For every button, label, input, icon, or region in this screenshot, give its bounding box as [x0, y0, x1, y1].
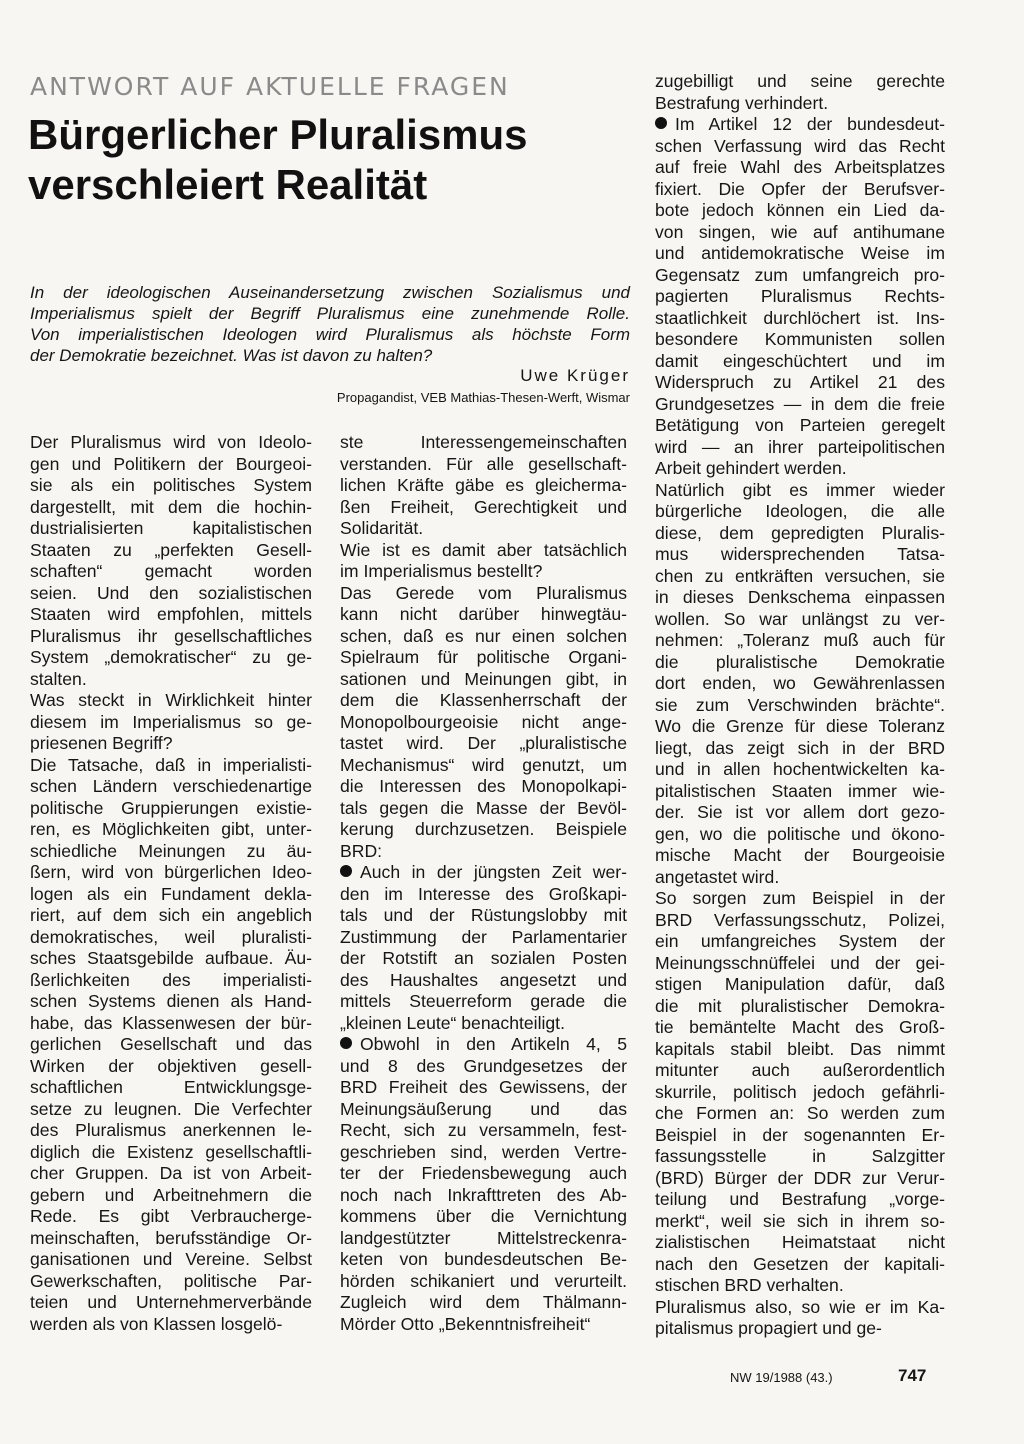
text-line: schiedliche Meinungen zu äu-: [30, 840, 312, 861]
text-line: pitalismus propagiert und ge-: [655, 1318, 882, 1338]
text-line: kommens über die Vernichtung: [340, 1206, 627, 1226]
text-line: den im Interesse des Großkapi-: [340, 883, 627, 904]
text-line: „kleinen Leute“ benachteiligt.: [340, 1012, 565, 1033]
text-line: dargestellt, mit dem die hochin-: [30, 496, 312, 517]
text-line: Wo die Grenze für diese Toleranz: [655, 716, 945, 736]
text-line: der Rotstift an sozialen Posten: [340, 948, 627, 968]
text-line: demokratisches, weil pluralisti-: [30, 926, 312, 947]
text-line: und in allen hochentwickelten ka-: [655, 759, 945, 779]
text-line: noch nach Inkrafttreten des Ab-: [340, 1184, 627, 1205]
text-line: setze zu leugnen. Die Verfechter: [30, 1098, 312, 1119]
text-line: staatlichkeit durchlöchert ist. Ins-: [655, 307, 945, 328]
article-headline: [28, 110, 628, 210]
text-line: im Imperialismus bestellt?: [340, 561, 543, 581]
author-name: Uwe Krüger: [520, 366, 630, 385]
text-line: ter der Friedensbewegung auch: [340, 1163, 627, 1183]
bullet-icon: [340, 1037, 352, 1049]
text-line: Gegensatz zum umfangreich pro-: [655, 264, 945, 285]
lead-line: Von imperialistischen Ideologen wird Pluralismus als höchste Form: [30, 325, 630, 344]
text-line: Recht, sich zu versammeln, fest-: [340, 1120, 627, 1140]
text-line: Meinungsschnüffelei und der gei-: [655, 952, 945, 973]
bullet-text: Im Artikel 12 der bundesdeut-: [675, 114, 945, 134]
text-line: schen Ländern verschiedenartige: [30, 776, 312, 796]
text-line: des Pluralismus anerkennen le-: [30, 1120, 312, 1140]
text-line: angetastet wird.: [655, 866, 780, 887]
text-line: stigen Manipulation dafür, daß: [655, 974, 945, 994]
text-line: Zustimmung der Parlamentarier: [340, 926, 627, 947]
text-line: diglich die Existenz gesellschaftli-: [30, 1141, 312, 1162]
text-line: keten von bundesdeutschen Be-: [340, 1249, 627, 1269]
text-line: BRD Freiheit des Gewissens, der: [340, 1077, 627, 1097]
text-line: die mit pluralistischer Demokra-: [655, 995, 945, 1016]
text-line: Betätigung von Parteien geregelt: [655, 415, 945, 435]
text-line: ßern, wird von bürgerlichen Ideo-: [30, 862, 312, 882]
text-line: dort enden, wo Gewährenlassen: [655, 673, 945, 693]
text-line: fassungsstelle in Salzgitter: [655, 1146, 945, 1166]
text-line: bote jedoch können ein Lied da-: [655, 200, 945, 220]
text-line: politische Gruppierungen existie-: [30, 797, 312, 818]
text-line: [340, 1034, 627, 1056]
text-line: lichen Kräfte gäbe es gleicherma-: [340, 475, 627, 495]
text-line: Die Tatsache, daß in imperialisti-: [30, 754, 312, 775]
text-line: ßen Freiheit, Gerechtigkeit und: [340, 496, 627, 517]
text-line: gen, wo die politische und ökono-: [655, 823, 945, 844]
text-line: die pluralistische Demokratie: [655, 651, 945, 672]
page-number: 747: [898, 1366, 927, 1385]
text-line: zugebilligt und seine gerechte: [655, 71, 945, 91]
text-line: Das Gerede vom Pluralismus: [340, 582, 627, 603]
text-line: Beispiel in der sogenannten Er-: [655, 1124, 945, 1145]
issue-label: NW 19/1988 (43.): [730, 1370, 833, 1385]
text-line: der. Sie ist vor allem dort gezo-: [655, 802, 945, 822]
text-line: Meinungsäußerung und das: [340, 1098, 627, 1119]
text-line: auf freie Wahl des Arbeitsplatzes: [655, 157, 945, 177]
text-line: Pluralismus ihr gesellschaftliches: [30, 625, 312, 646]
text-line: gebern und Arbeitnehmern die: [30, 1184, 312, 1205]
text-line: Monopolbourgeoisie nicht ange-: [340, 711, 627, 732]
bullet-text: Auch in der jüngsten Zeit wer-: [360, 862, 627, 882]
text-line: Spielraum für politische Organi-: [340, 647, 627, 667]
text-line: landgestützter Mittelstreckenra-: [340, 1227, 627, 1248]
text-line: Rede. Es gibt Verbraucherge-: [30, 1206, 312, 1226]
text-line: ganisationen und Vereine. Selbst: [30, 1249, 312, 1269]
text-line: zialistischen Heimatstaat nicht: [655, 1232, 945, 1252]
text-line: riert, auf dem sich ein angeblich: [30, 905, 312, 925]
text-line: des Haushaltes angesetzt und: [340, 969, 627, 990]
text-line: verstanden. Für alle gesellschaft-: [340, 453, 627, 474]
text-line: seien. Und den sozialistischen: [30, 582, 312, 603]
bullet-icon: [655, 117, 667, 129]
text-line: meinschaften, berufsständige Or-: [30, 1227, 312, 1248]
text-line: dem die Klassenherrschaft der: [340, 690, 627, 710]
text-line: So sorgen zum Beispiel in der: [655, 888, 945, 908]
text-line: mische Macht der Bourgeoisie: [655, 845, 945, 865]
text-line: habe, das Klassenwesen der bür-: [30, 1012, 312, 1033]
author-role: Propagandist, VEB Mathias-Thesen-Werft, Wismar: [336, 390, 630, 405]
text-line: und antidemokratische Weise im: [655, 243, 945, 263]
text-line: pagierten Pluralismus Rechts-: [655, 286, 945, 306]
bullet-icon: [340, 865, 352, 877]
text-line: Arbeit gehindert werden.: [655, 458, 847, 478]
text-line: mittels Steuerreform gerade die: [340, 991, 627, 1011]
text-line: cher Gruppen. Da ist von Arbeit-: [30, 1163, 312, 1183]
article-lead: [30, 282, 630, 366]
text-line: merkt“, weil sie sich in ihrem so-: [655, 1210, 945, 1231]
bullet-text: Obwohl in den Artikeln 4, 5: [360, 1034, 627, 1054]
text-line: Was steckt in Wirklichkeit hinter: [30, 690, 312, 710]
text-column-2: [340, 432, 627, 1335]
text-line: sie als ein politisches System: [30, 475, 312, 495]
text-line: sches Staatsgebilde aufbaue. Äu-: [30, 948, 312, 968]
headline-line-2: verschleiert Realität: [28, 161, 428, 208]
text-line: gerlichen Gesellschaft und das: [30, 1034, 312, 1054]
text-line: bürgerliche Ideologen, die alle: [655, 501, 945, 521]
text-line: tals gegen die Masse der Bevöl-: [340, 797, 627, 818]
text-line: chen zu entkräften versuchen, sie: [655, 565, 945, 586]
text-line: stalten.: [30, 668, 87, 689]
text-line: [655, 114, 945, 136]
text-line: wollen. So war unlängst zu ver-: [655, 608, 945, 629]
text-line: damit eingeschüchtert und im: [655, 350, 945, 371]
text-line: tastet wird. Der „pluralistische: [340, 733, 627, 753]
text-line: Gewerkschaften, politische Par-: [30, 1270, 312, 1291]
text-line: kerung durchzusetzen. Beispiele: [340, 819, 627, 839]
text-line: schen, daß es nur einen solchen: [340, 625, 627, 646]
text-line: hörden schikaniert und verurteilt.: [340, 1270, 627, 1291]
text-column-3: [655, 71, 945, 1340]
text-line: die Interessen des Monopolkapi-: [340, 776, 627, 796]
text-line: sie zum Verschwinden brächte“.: [655, 694, 945, 715]
text-line: fixiert. Die Opfer der Berufsver-: [655, 178, 945, 199]
text-column-1: [30, 432, 312, 1335]
text-line: in dieses Denkschema einpassen: [655, 587, 945, 607]
text-line: Bestrafung verhindert.: [655, 92, 829, 113]
text-line: Pluralismus also, so wie er im Ka-: [655, 1296, 945, 1317]
text-line: werden als von Klassen losgelö-: [30, 1313, 283, 1334]
text-line: ste Interessengemeinschaften: [340, 432, 627, 452]
text-line: tie bemäntelte Macht des Groß-: [655, 1017, 945, 1037]
text-line: ßerlichkeiten des imperialisti-: [30, 969, 312, 990]
text-line: kapitals stabil bleibt. Das nimmt: [655, 1038, 945, 1059]
text-line: pitalistischen Staaten immer wie-: [655, 780, 945, 801]
text-line: teien und Unternehmerverbände: [30, 1292, 312, 1312]
text-line: Grundgesetzes — in dem die freie: [655, 393, 945, 414]
text-line: und 8 des Grundgesetzes der: [340, 1055, 627, 1076]
text-line: sationen und Meinungen gibt, in: [340, 668, 627, 689]
text-line: ein umfangreiches System der: [655, 931, 945, 951]
text-line: wird — an ihrer parteipolitischen: [655, 436, 945, 457]
text-line: stischen BRD verhalten.: [655, 1275, 844, 1295]
text-line: Staaten zu „perfekten Gesell-: [30, 539, 312, 560]
text-line: Natürlich gibt es immer wieder: [655, 479, 945, 500]
text-line: [340, 862, 627, 884]
text-line: liegt, das zeigt sich in der BRD: [655, 737, 945, 758]
text-line: diese, dem gepredigten Pluralis-: [655, 522, 945, 543]
text-line: teilung und Bestrafung „vorge-: [655, 1189, 945, 1209]
text-line: von singen, wie auf antihumane: [655, 221, 945, 242]
text-line: skurrile, politisch jedoch gefährli-: [655, 1081, 945, 1102]
text-line: schaftlichen Entwicklungsge-: [30, 1077, 312, 1097]
text-line: System „demokratischer“ zu ge-: [30, 647, 312, 667]
text-line: mus widersprechenden Tatsa-: [655, 544, 945, 564]
text-line: ren, es Möglichkeiten gibt, unter-: [30, 819, 312, 839]
text-line: dustrialisierten kapitalistischen: [30, 518, 312, 538]
headline-line-1: Bürgerlicher Pluralismus: [28, 111, 528, 158]
text-line: Solidarität.: [340, 518, 424, 538]
text-line: Widerspruch zu Artikel 21 des: [655, 372, 945, 392]
text-line: tals und der Rüstungslobby mit: [340, 905, 627, 925]
text-line: gen und Politikern der Bourgeoi-: [30, 453, 312, 474]
text-line: BRD Verfassungsschutz, Polizei,: [655, 909, 945, 930]
text-line: Mörder Otto „Bekenntnisfreiheit“: [340, 1313, 591, 1334]
text-line: Der Pluralismus wird von Ideolo-: [30, 432, 312, 452]
text-line: nehmen: „Toleranz muß auch für: [655, 630, 945, 650]
text-line: nach den Gesetzen der kapitali-: [655, 1253, 945, 1274]
text-line: logen als ein Fundament dekla-: [30, 883, 312, 904]
text-line: Wirken der objektiven gesell-: [30, 1055, 312, 1076]
text-line: che Formen an: So werden zum: [655, 1103, 945, 1123]
text-line: besondere Kommunisten sollen: [655, 329, 945, 349]
text-line: kann nicht darüber hinwegtäu-: [340, 604, 627, 624]
lead-line: Imperialismus spielt der Begriff Pluralismus eine zunehmende Rolle.: [30, 304, 630, 323]
section-kicker: ANTWORT AUF AKTUELLE FRAGEN: [30, 72, 510, 101]
lead-line: der Demokratie bezeichnet. Was ist davon zu halten?: [30, 346, 433, 365]
text-line: Wie ist es damit aber tatsächlich: [340, 539, 627, 560]
text-line: diesem im Imperialismus so ge-: [30, 711, 312, 732]
text-line: schen Verfassung wird das Recht: [655, 135, 945, 156]
text-line: Staaten wird empfohlen, mittels: [30, 604, 312, 624]
text-line: schaften“ gemacht worden: [30, 561, 312, 581]
text-line: geschrieben sind, werden Vertre-: [340, 1141, 627, 1162]
text-line: mitunter auch außerordentlich: [655, 1060, 945, 1080]
text-line: (BRD) Bürger der DDR zur Verur-: [655, 1167, 945, 1188]
text-line: BRD:: [340, 840, 383, 861]
text-line: schen Systems dienen als Hand-: [30, 991, 312, 1011]
text-line: Zugleich wird dem Thälmann-: [340, 1292, 627, 1312]
text-line: Mechanismus“ wird genutzt, um: [340, 754, 627, 775]
text-line: priesenen Begriff?: [30, 733, 173, 753]
lead-line: In der ideologischen Auseinandersetzung zwischen Sozialismus und: [30, 283, 630, 302]
